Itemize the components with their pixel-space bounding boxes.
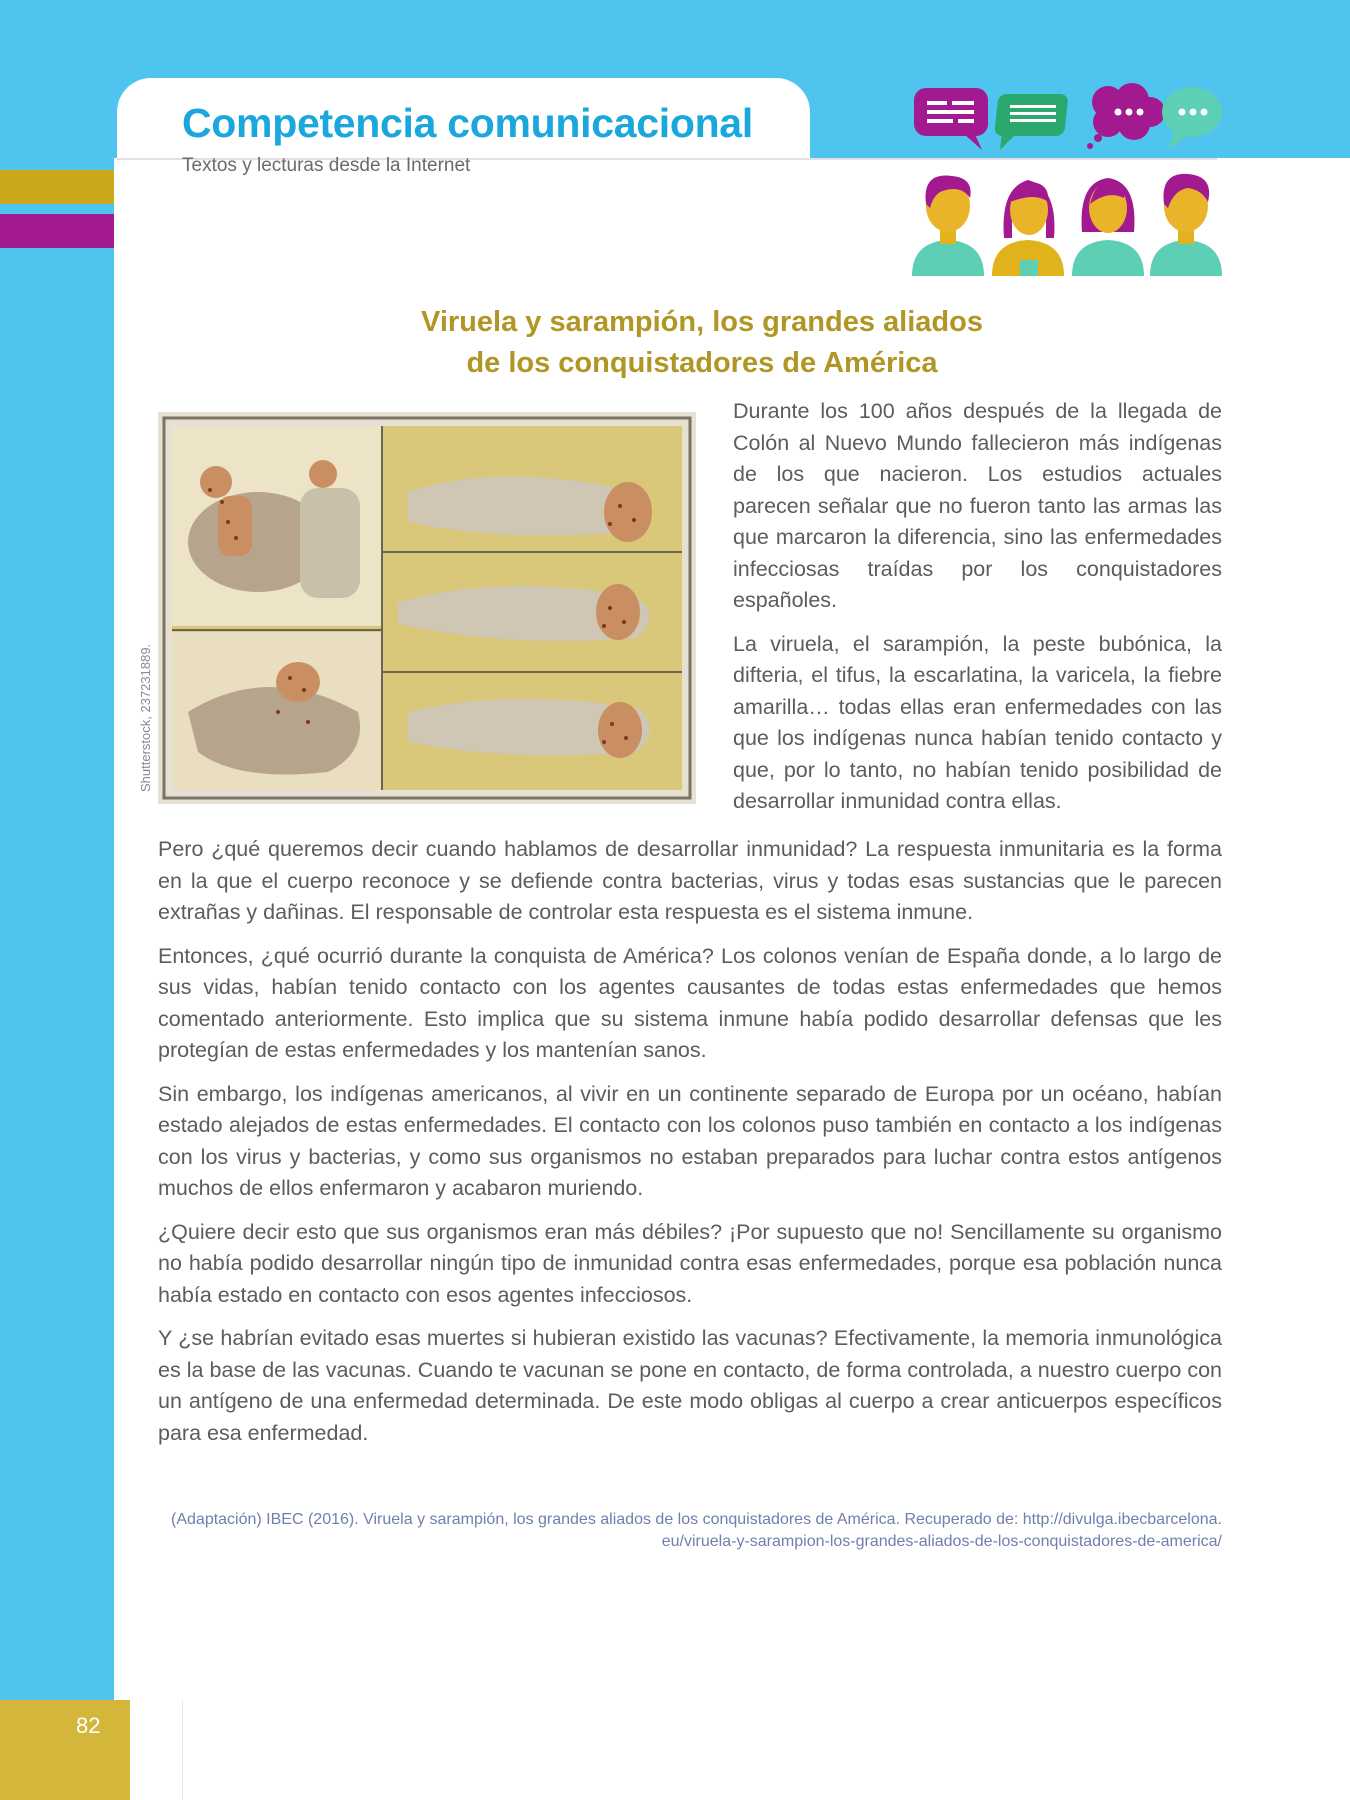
paragraph: Y ¿se habrían evitado esas muertes si hubieran existido las vacunas? Efectivamente, la memoria inmunológica es la base de las vacunas. Cuando te vacunan se pone en contacto, de forma controlada, a nuestro cuerpo con un antígeno de una enfermedad determinada. De este modo obligas al cuerpo a crear anticuerpos específicos para esa enfermedad. [158,1326,1222,1445]
people-group [912,168,1222,276]
article-body [158,834,1222,1461]
article-intro-column [733,396,1222,830]
left-magenta-stripe [0,214,114,248]
person-icon [1072,178,1144,276]
image-credit: Shutterstock, 237231889. [138,643,153,792]
section-title: Competencia comunicacional [182,100,753,146]
paragraph: Durante los 100 años después de la llegada de Colón al Nuevo Mundo fallecieron más indígenas de los que nacieron. Los estudios actuales parecen señalar que no fueron tanto las armas las que marcaron la diferencia, sino las enfermedades infecciosas traídas por los conquistadores españoles. [733,399,1222,612]
source-reference [158,1509,1222,1553]
paragraph: Pero ¿qué queremos decir cuando hablamos de desarrollar inmunidad? La respuesta inmunitaria es la forma en la que el cuerpo reconoce y se defiende contra bacterias, virus y todas esas sustancias que le parecen extrañas y dañinas. El responsable de controlar esta respuesta es el sistema inmune. [158,837,1222,924]
article-title-line-2: de los conquistadores de América [466,347,938,379]
page-number: 82 [76,1713,101,1738]
codex-illustration [158,412,696,804]
left-color-band [0,158,114,1800]
person-icon [1150,174,1222,276]
paragraph: Sin embargo, los indígenas americanos, al vivir en un continente separado de Europa por un océano, habían estado alejados de estas enfermedades. El contacto con los colonos puso también en contacto a los indígenas con los virus y bacterias, y como sus organismos no estaban preparados para luchar contra estos antígenos muchos de ellos enfermaron y acabaron muriendo. [158,1081,1222,1200]
magenta-thought-bubble-icon [1087,83,1165,149]
teal-chat-bubble-icon [1162,87,1222,150]
person-icon [992,180,1064,276]
article-title-line-1: Viruela y sarampión, los grandes aliados [421,306,983,338]
reference-line-2: eu/viruela-y-sarampion-los-grandes-aliados-de-los-conquistadores-de-america/ [661,1533,1222,1550]
reference-line-1: (Adaptación) IBEC (2016). Viruela y sarampión, los grandes aliados de los conquistadores de América. Recuperado de: http://divulga.ibecbarcelona. [171,1511,1222,1528]
purple-speech-bubble-icon [914,88,988,150]
page-number-box [0,1700,130,1800]
speech-bubbles-group [912,80,1222,152]
section-subtitle: Textos y lecturas desde la Internet [182,155,471,176]
person-icon [912,176,984,276]
paragraph: La viruela, el sarampión, la peste bubónica, la difteria, el tifus, la escarlatina, la varicela, la fiebre amarilla… todas ellas eran enfermedades con las que los indígenas nunca habían tenido contacto y que, por lo tanto, no habían tenido posibilidad de desarrollar inmunidad contra ellas. [733,631,1222,813]
bottom-divider [182,1700,183,1800]
article-title [182,302,1222,384]
paragraph: Entonces, ¿qué ocurrió durante la conquista de América? Los colonos venían de España donde, a lo largo de sus vidas, habían tenido contacto con los agentes causantes de todas estas enfermedades que hemos comentado anteriormente. Esto implica que su sistema inmune había podido desarrollar defensas que les protegían de estas enfermedades y los mantenían sanos. [158,943,1222,1062]
left-gold-stripe [0,170,114,204]
green-speech-bubble-icon [994,94,1068,150]
paragraph: ¿Quiere decir esto que sus organismos eran más débiles? ¡Por supuesto que no! Sencillamente su organismo no había podido desarrollar ningún tipo de inmunidad contra esas enfermedades, porque esa población nunca había estado en contacto con esos agentes infecciosos. [158,1219,1222,1307]
